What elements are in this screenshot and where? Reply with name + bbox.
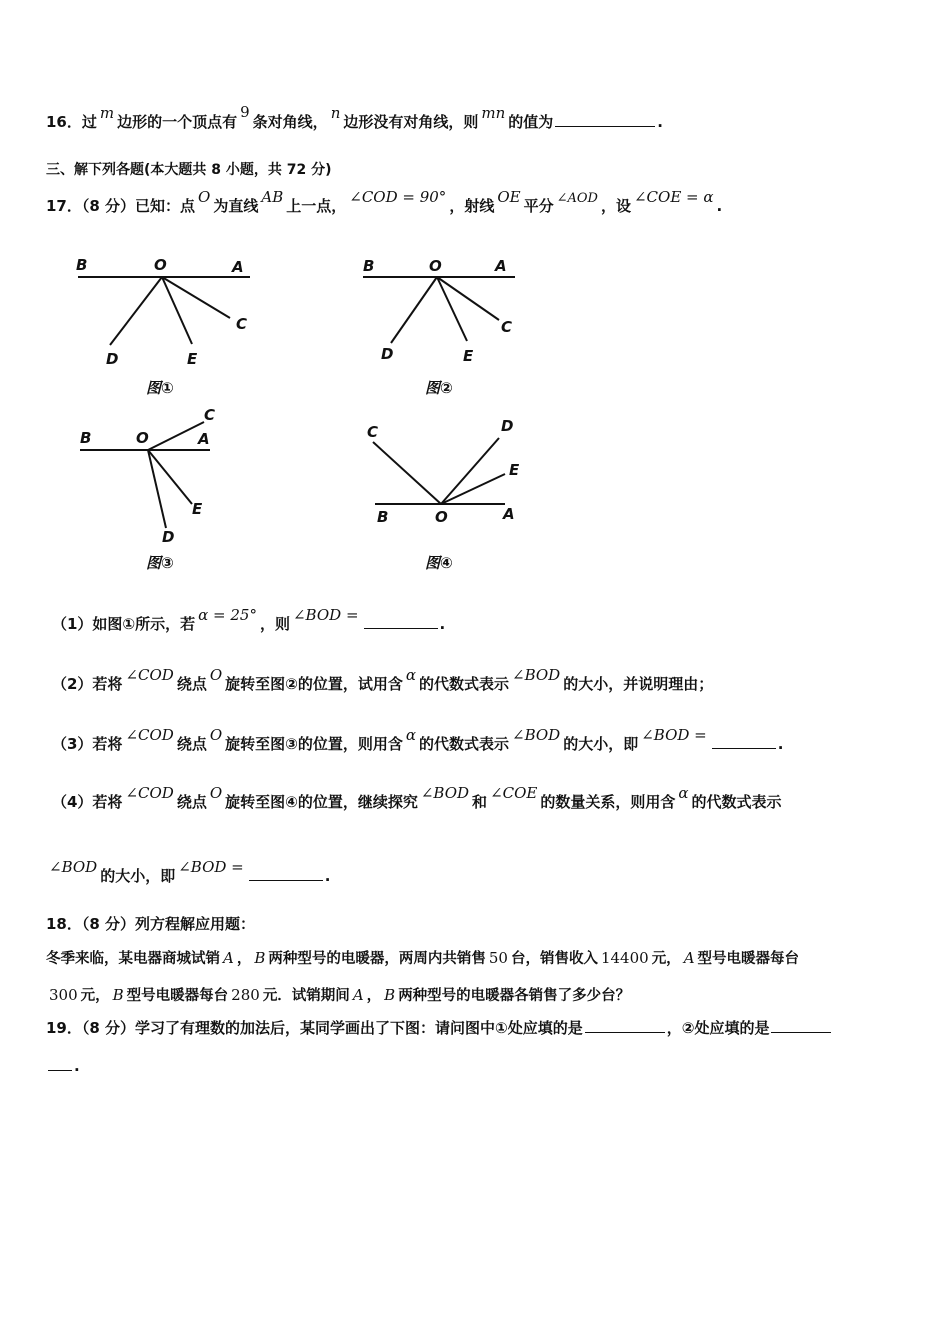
ray-od [441, 438, 499, 504]
label-c: C [204, 406, 216, 424]
label-o: O [429, 257, 442, 275]
label-d: D [381, 345, 394, 363]
label-a: A [232, 258, 244, 276]
question-16: 16．过 m 边形的一个顶点有9条对角线， n 边形没有对角线，则 mn 的值为 . [46, 103, 663, 131]
part-2: （2）若将 ∠COD 绕点 O 旋转至图②的位置，试用含 α 的代数式表示 ∠BOD 的大小，并说明理由； [52, 666, 714, 693]
part-4-cont: ∠BOD 的大小，即 ∠BOD = . [49, 858, 331, 885]
figure-2 [355, 250, 555, 404]
label-a: A [198, 430, 210, 448]
answer-blank-1 [585, 1018, 665, 1033]
label-e: E [463, 347, 474, 365]
label-b: B [377, 508, 389, 526]
question-17-stem: 17．（8 分）已知：点 O 为直线 AB 上一点， ∠COD = 90° ，射线 OE 平分 ∠AOD ，设 ∠COE = α . [46, 188, 723, 215]
label-d: D [162, 528, 175, 546]
label-a: A [495, 257, 507, 275]
part-3: （3）若将 ∠COD 绕点 O 旋转至图③的位置，则用含 α 的代数式表示 ∠BOD 的大小，即 ∠BOD = . [52, 726, 784, 753]
figure-3 [70, 400, 270, 579]
label-o: O [136, 429, 149, 447]
label-e: E [509, 461, 520, 479]
part-4: （4）若将 ∠COD 绕点 O 旋转至图④的位置，继续探究 ∠BOD 和 ∠COE 的数量关系，则用含 α 的代数式表示 [52, 784, 782, 811]
ray-od [391, 277, 437, 343]
label-a: A [503, 505, 515, 523]
ray-od [110, 277, 162, 345]
ray-oc [373, 442, 441, 504]
figure-4 [355, 408, 555, 579]
label-c: C [236, 315, 248, 333]
answer-blank [712, 734, 776, 749]
ray-oe [441, 474, 505, 504]
label-c: C [367, 423, 379, 441]
label-b: B [363, 257, 375, 275]
figure-caption: 图② [425, 379, 453, 397]
question-18-line3: 300 元， B 型号电暖器每台 280 元．试销期间 A ， B 两种型号的电暖器各销售了多少台？ [49, 986, 631, 1004]
label-o: O [154, 256, 167, 274]
figure-caption: 图④ [425, 554, 453, 572]
question-19-cont: . [46, 1056, 80, 1076]
label-o: O [435, 508, 448, 526]
label-d: D [106, 350, 119, 368]
label-b: B [76, 256, 88, 274]
label-e: E [192, 500, 203, 518]
answer-blank-2-cont [48, 1056, 72, 1071]
label-d: D [501, 417, 514, 435]
label-b: B [80, 429, 92, 447]
figure-caption: 图③ [146, 554, 174, 572]
answer-blank-2 [771, 1018, 831, 1033]
question-18-head: 18．（8 分）列方程解应用题： [46, 915, 256, 933]
answer-blank [364, 614, 438, 629]
label-c: C [501, 318, 513, 336]
part-1: （1）如图①所示，若 α = 25° ，则 ∠BOD = . [52, 606, 446, 633]
answer-blank [555, 112, 655, 127]
ray-oc [148, 422, 204, 450]
figure-1 [70, 250, 270, 404]
question-19: 19．（8 分）学习了有理数的加法后，某同学画出了下图：请问图中①处应填的是 ，②处应填的是 [46, 1018, 833, 1038]
answer-blank [249, 866, 323, 881]
section-heading: 三、解下列各题(本大题共 8 小题，共 72 分) [46, 162, 332, 178]
figure-caption: 图① [146, 379, 174, 397]
question-18-line2: 冬季来临，某电器商城试销 A ， B 两种型号的电暖器，两周内共销售 50 台，销售收入 14400 元， A 型号电暖器每台 [46, 949, 800, 967]
label-e: E [187, 350, 198, 368]
